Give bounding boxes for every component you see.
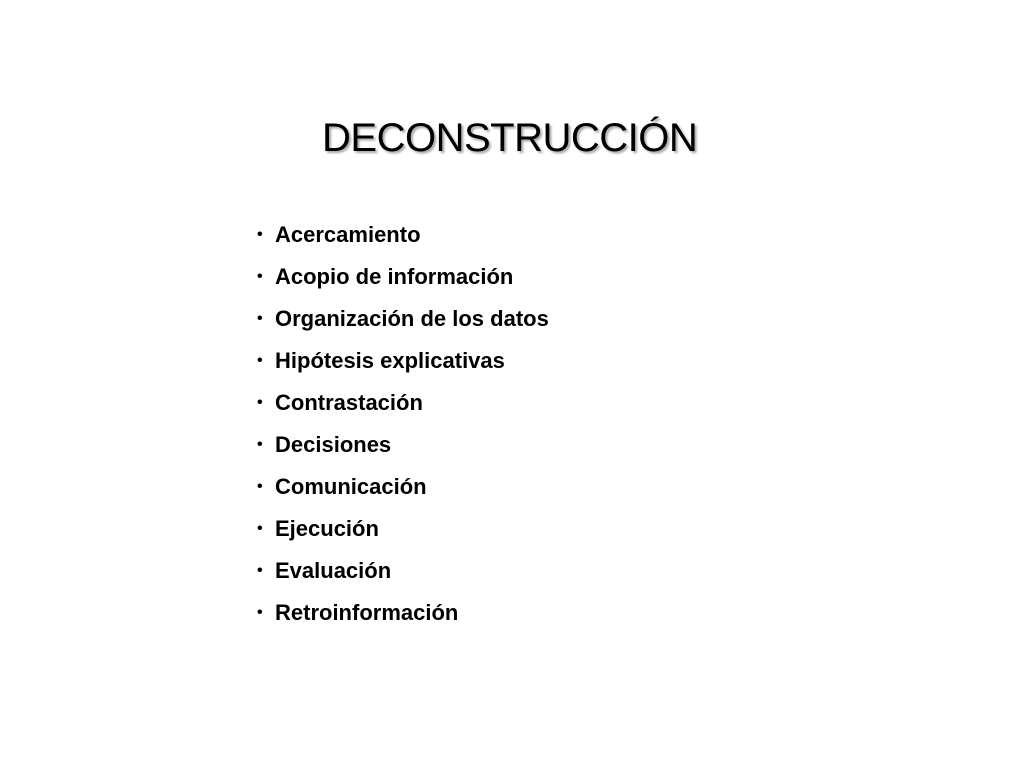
bullet-icon: • xyxy=(257,268,263,285)
list-item-text: Evaluación xyxy=(275,558,392,583)
bullet-icon: • xyxy=(257,394,263,411)
bullet-icon: • xyxy=(257,562,263,579)
list-item-text: Acercamiento xyxy=(275,222,421,247)
list-item-text: Ejecución xyxy=(275,516,379,541)
list-item xyxy=(253,298,549,340)
list-item xyxy=(253,550,549,592)
list-item-text: Acopio de información xyxy=(275,264,514,289)
bullet-icon: • xyxy=(257,478,263,495)
list-item-text: Organización de los datos xyxy=(275,306,549,331)
bullet-icon: • xyxy=(257,352,263,369)
list-item xyxy=(253,424,549,466)
list-item-text: Contrastación xyxy=(275,390,423,415)
bullet-icon: • xyxy=(257,310,263,327)
list-item-text: Comunicación xyxy=(275,474,427,499)
bullet-icon: • xyxy=(257,604,263,621)
list-item xyxy=(253,592,549,634)
slide-title: DECONSTRUCCIÓN xyxy=(322,116,698,160)
list-item xyxy=(253,340,549,382)
list-item xyxy=(253,256,549,298)
list-item xyxy=(253,214,549,256)
bullet-list xyxy=(253,214,549,634)
list-item xyxy=(253,466,549,508)
list-item-text: Retroinformación xyxy=(275,600,459,625)
list-item xyxy=(253,382,549,424)
list-item-text: Decisiones xyxy=(275,432,392,457)
list-item-text: Hipótesis explicativas xyxy=(275,348,505,373)
list-item xyxy=(253,508,549,550)
bullet-icon: • xyxy=(257,226,263,243)
bullet-icon: • xyxy=(257,520,263,537)
bullet-icon: • xyxy=(257,436,263,453)
